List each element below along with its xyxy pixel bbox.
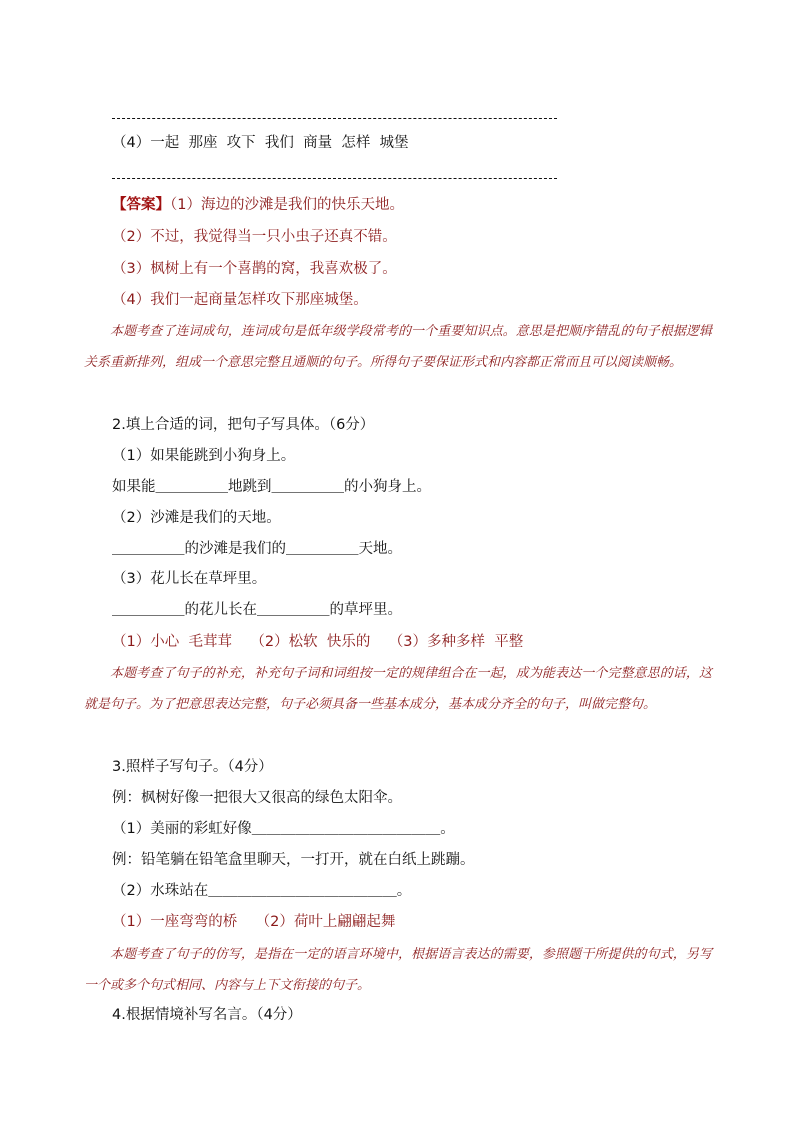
question-item: ＿＿＿＿＿的花儿长在＿＿＿＿＿的草坪里。 — [112, 602, 402, 618]
question-title: 2.填上合适的词，把句子写具体。（6分） — [112, 417, 375, 433]
question-item: （2）沙滩是我们的天地。 — [112, 510, 281, 526]
question-item: 例：枫树好像一把很大又很高的绿色太阳伞。 — [112, 790, 402, 806]
explanation-paragraph: 本题考查了句子的仿写，是指在一定的语言环境中，根据语言表达的需要，参照题干所提供的句式，另写一个或多个句式相同、内容与上下文衔接的句子。 — [84, 947, 712, 993]
answer-blank-line — [112, 178, 557, 179]
answer-line: （3）枫树上有一个喜鹊的窝，我喜欢极了。 — [112, 261, 397, 277]
question-item: （3）花儿长在草坪里。 — [112, 571, 267, 587]
question-item: ＿＿＿＿＿的沙滩是我们的＿＿＿＿＿天地。 — [112, 541, 402, 557]
question-item: 如果能＿＿＿＿＿地跳到＿＿＿＿＿的小狗身上。 — [112, 479, 431, 495]
item-4-words: （4）一起 那座 攻下 我们 商量 怎样 城堡 — [112, 135, 409, 151]
question-item: （2）水珠站在＿＿＿＿＿＿＿＿＿＿＿＿＿。 — [112, 883, 412, 899]
question-item: 例：铅笔躺在铅笔盒里聊天，一打开，就在白纸上跳蹦。 — [112, 852, 475, 868]
answer-line: （4）我们一起商量怎样攻下那座城堡。 — [112, 292, 368, 308]
question-title: 3.照样子写句子。（4分） — [112, 759, 273, 775]
answer-line: （1）一座弯弯的桥 （2）荷叶上翩翩起舞 — [112, 914, 396, 930]
question-item: （1）如果能跳到小狗身上。 — [112, 448, 296, 464]
question-item: （1）美丽的彩虹好像＿＿＿＿＿＿＿＿＿＿＿＿＿。 — [112, 821, 455, 837]
question-title: 4.根据情境补写名言。（4分） — [112, 1007, 302, 1023]
answer-line: （1）小心 毛茸茸 （2）松软 快乐的 （3）多种多样 平整 — [112, 634, 524, 650]
answer-line: 【答案】（1）海边的沙滩是我们的快乐天地。 — [112, 197, 404, 213]
explanation-paragraph: 本题考查了连词成句，连词成句是低年级学段常考的一个重要知识点。意思是把顺序错乱的句子根据逻辑关系重新排列，组成一个意思完整且通顺的句子。所得句子要保证形式和内容都正常而且可以阅读顺畅。 — [84, 324, 712, 370]
answer-blank-line — [112, 118, 557, 119]
answer-line: （2）不过，我觉得当一只小虫子还真不错。 — [112, 229, 397, 245]
explanation-paragraph: 本题考查了句子的补充，补充句子词和词组按一定的规律组合在一起，成为能表达一个完整意思的话，这就是句子。为了把意思表达完整，句子必须具备一些基本成分，基本成分齐全的句子，叫做完整句。 — [84, 666, 712, 712]
answer-tag: 【答案】 — [112, 197, 170, 213]
